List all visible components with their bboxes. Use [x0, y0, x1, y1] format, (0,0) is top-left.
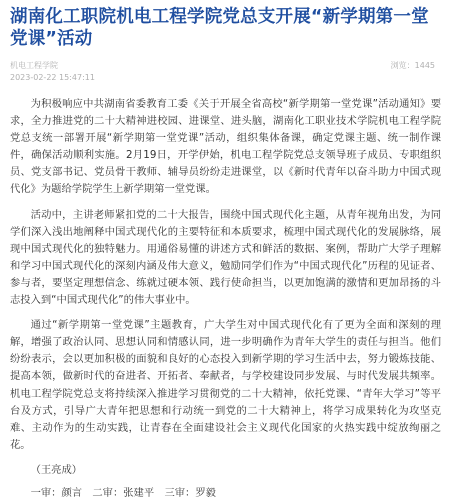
- article-source: 机电工程学院: [10, 61, 58, 70]
- view-count: 浏览：1445: [390, 61, 435, 70]
- article-body: [10, 96, 441, 501]
- article-meta: [10, 60, 441, 83]
- paragraph-1: 为积极响应中共湖南省委教育工委《关于开展全省高校“新学期第一堂党课”活动通知》要求，全力推进党的二十大精神进校园、进课堂、进头脑，湖南化工职业技术学院机电工程学院党总支统一部署开展“新学期第一堂党课”活动，组织集体备课，确定党课主题、统一制作课件，确保活动顺利实施。2月19日，开学伊始，机电工程学院党总支领导班子成员、专职组织员、党支部书记、党员骨干教师、辅导员纷纷走进课堂，以《新时代青年以奋斗助力中国式现代化》为题给学院学生上新学期第一堂党课。: [10, 98, 441, 196]
- publish-date: 2023-02-22 15:47:11: [10, 73, 95, 82]
- paragraph-3: 通过“新学期第一堂党课”主题教育，广大学生对中国式现代化有了更为全面和深刻的理解，增强了政治认同、思想认同和情感认同，进一步明确作为青年大学生的责任与担当。他们纷纷表示，会以更加积极的面貌和良好的心态投入到新学期的学习生活中去，努力锻炼技能、提高本领，做新时代的奋进者、开拓者、奉献者，与学校建设同步发展、与时代发展共频率。机电工程学院党总支将持续深入推进学习贯彻党的二十大精神，依托党课、“青年大学习”等平台及方式，引导广大青年把思想和行动统一到党的二十大精神上，将学习成果转化为攻坚克难、主动作为的生动实践，让青春在全面建设社会主义现代化国家的火热实践中绽放绚丽之花。: [10, 319, 441, 451]
- article-title: 湖南化工职院机电工程学院党总支开展“新学期第一堂党课”活动: [10, 7, 429, 49]
- article-author: （王亮成）: [30, 463, 83, 476]
- audit-line: 一审：颜言 二审：张建平 三审：罗毅: [30, 486, 216, 499]
- paragraph-2: 活动中，主讲老师紧扣党的二十大报告，围绕中国式现代化主题，从青年视角出发，为同学们深入浅出地阐释中国式现代化的主要特征和本质要求，梳理中国式现代化的发展脉络，展现中国式现代化的独特魅力。用通俗易懂的讲述方式和鲜活的数据、案例，帮助广大学子理解和学习中国式现代化的深刻内涵及伟大意义，勉励同学们作为“中国式现代化”历程的见证者、参与者，要坚定理想信念、练就过硬本领、践行使命担当，以更加饱满的激情和更加昂扬的斗志投入到“中国式现代化”的伟大事业中。: [10, 208, 441, 307]
